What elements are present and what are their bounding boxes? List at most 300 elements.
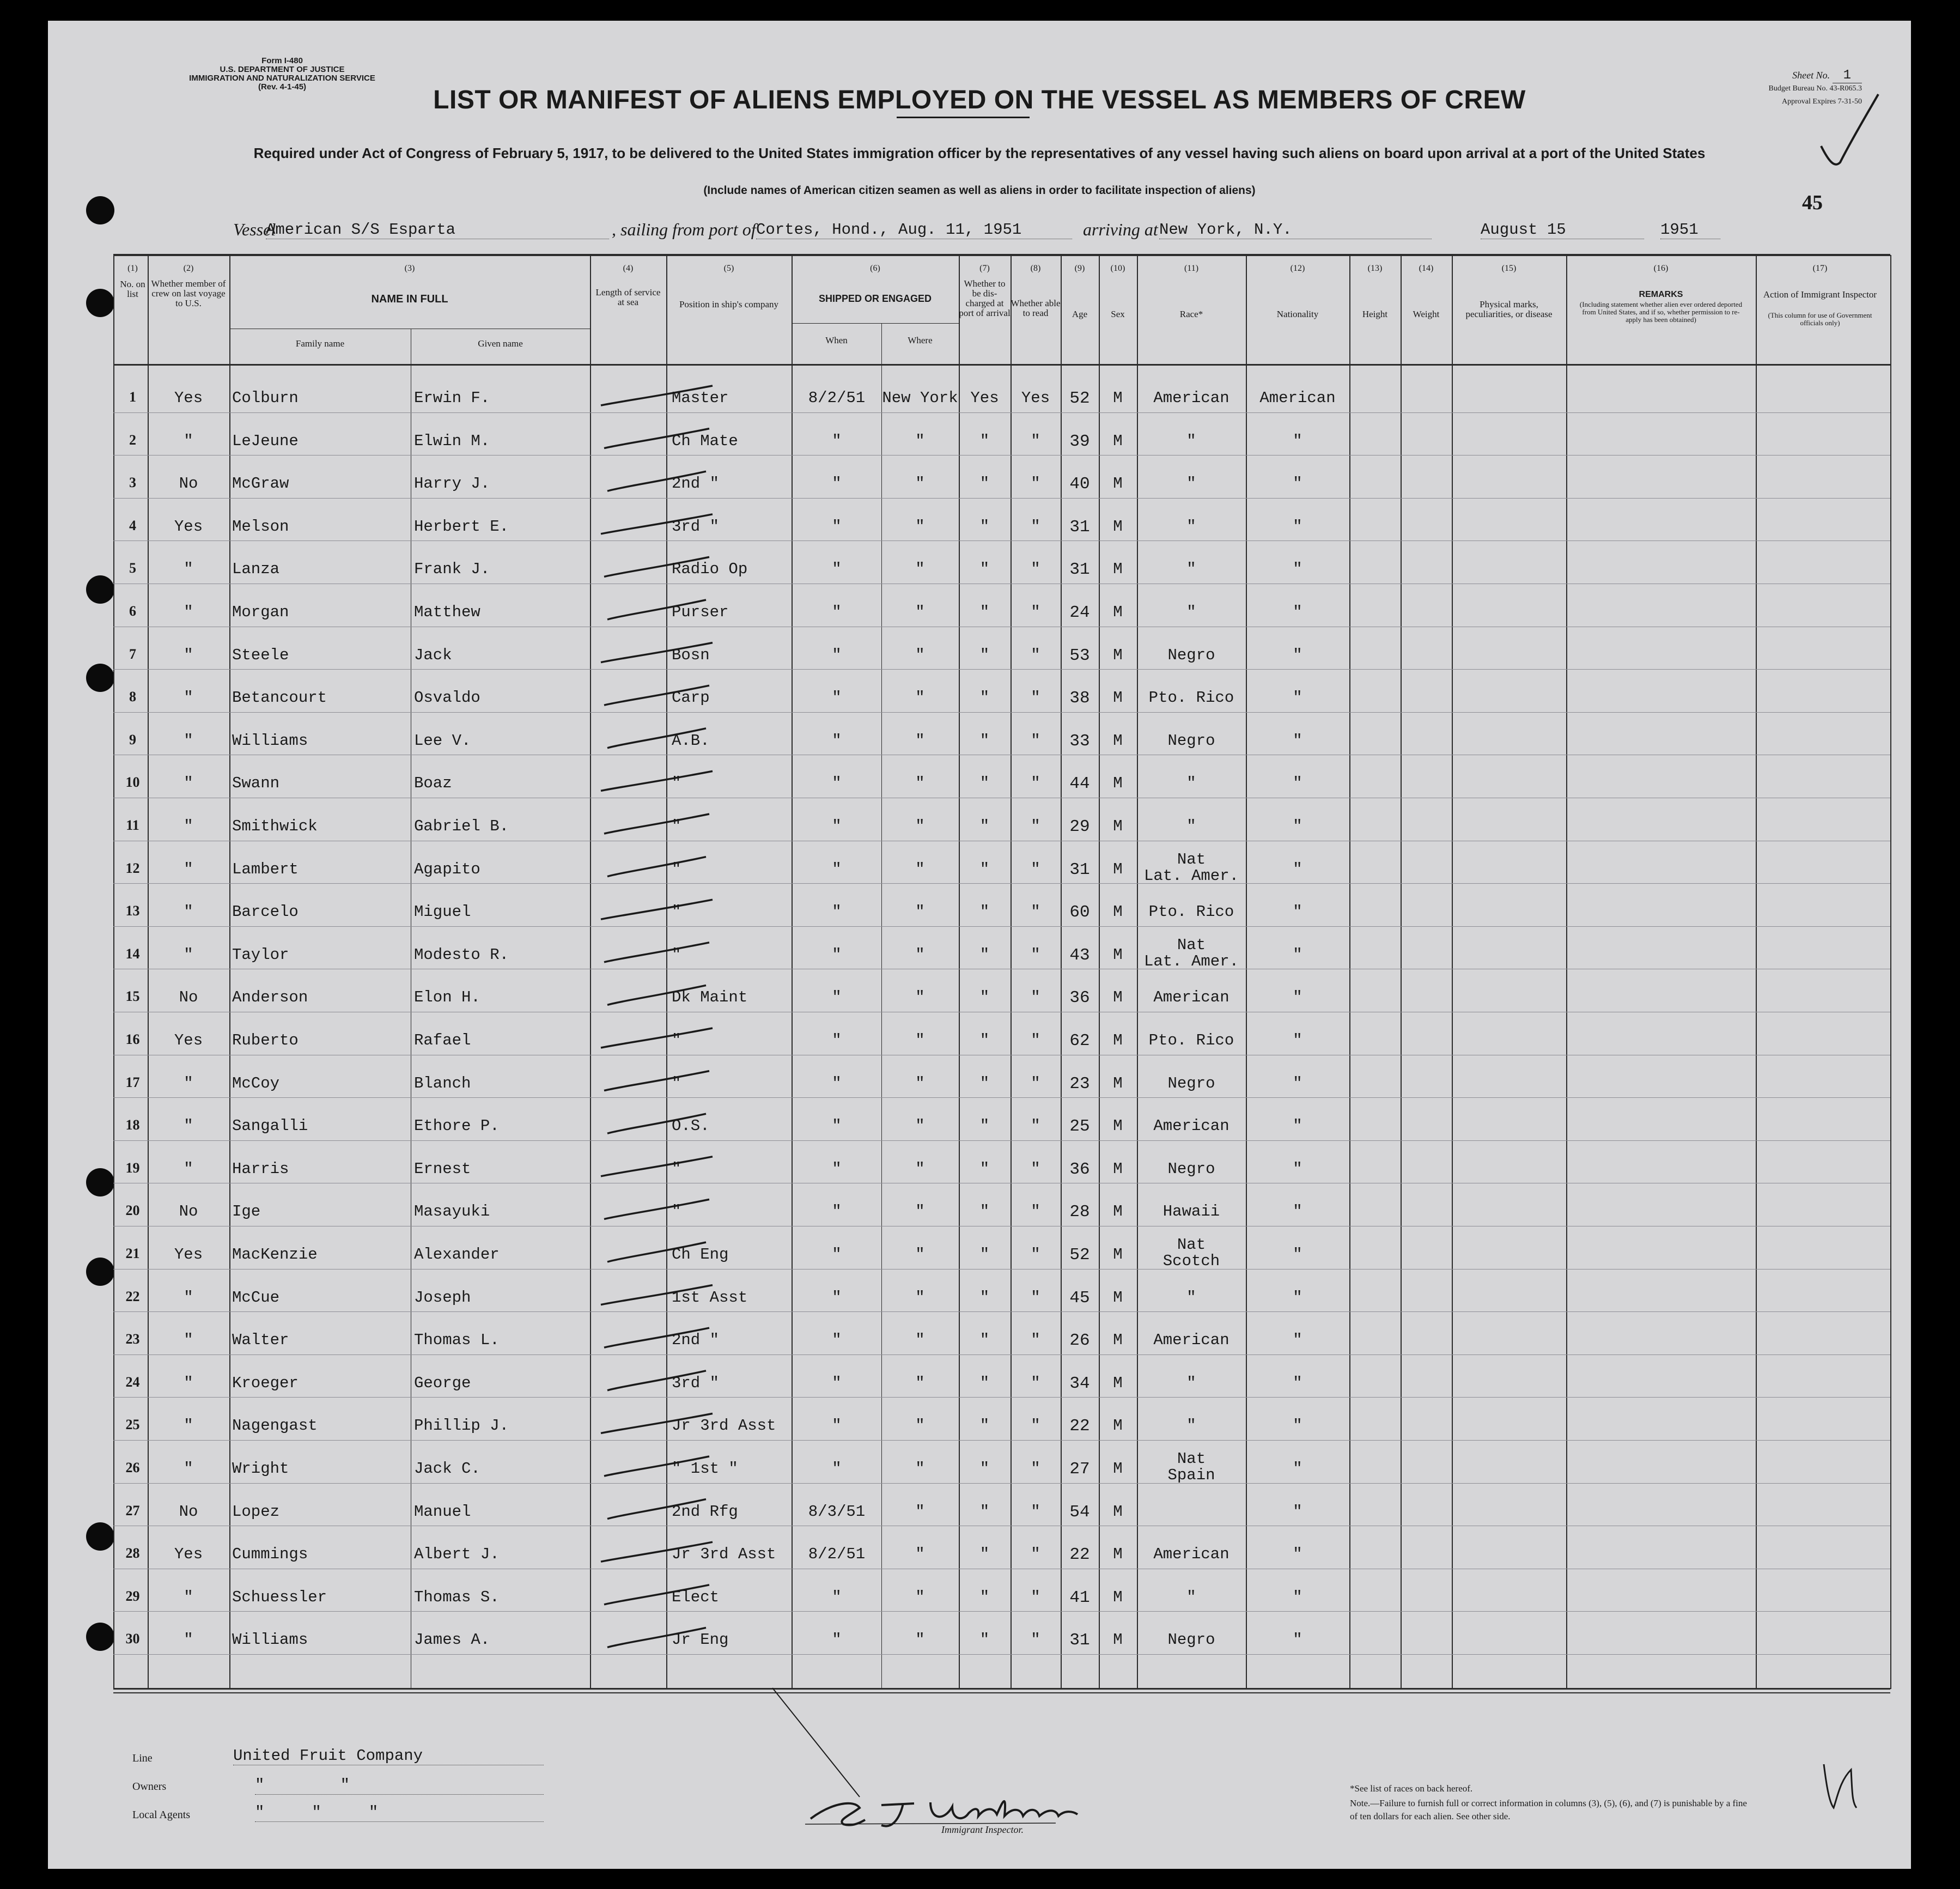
row-number: 20 (125, 1202, 140, 1218)
family-name: Williams (232, 1631, 308, 1649)
last-voyage: No (179, 988, 198, 1006)
shipped-when: " (832, 1588, 842, 1606)
last-voyage: " (184, 1631, 193, 1649)
row-line (113, 1311, 1890, 1312)
row-number: 30 (125, 1631, 140, 1647)
row-number: 7 (129, 646, 136, 662)
shipped-when: " (832, 1460, 842, 1478)
shipped-where: " (915, 1545, 925, 1563)
last-voyage: Yes (174, 1031, 203, 1049)
sex: M (1113, 817, 1123, 835)
position: Bosn (672, 646, 710, 664)
row-number: 23 (125, 1331, 140, 1347)
sex: M (1113, 389, 1123, 407)
nationality: " (1293, 1331, 1302, 1349)
sex: M (1113, 1160, 1123, 1178)
pen-mark (607, 1114, 706, 1133)
pen-mark (604, 685, 709, 705)
vessel-label: Vessel (233, 220, 276, 239)
shipped-subheader-line (792, 323, 959, 324)
position: " (672, 1031, 681, 1049)
shipped-where: " (915, 817, 925, 835)
given-name: Jack (414, 646, 452, 664)
pen-mark (604, 1199, 709, 1219)
include-note: (Include names of American citizen seamen as well as aliens in order to facilitate inspection of aliens) (703, 184, 1256, 197)
shipped-where: " (915, 1289, 925, 1307)
given-name: Frank J. (414, 560, 490, 578)
shipped-when: " (832, 518, 842, 536)
position: 2nd " (672, 475, 720, 493)
vessel-line (48, 220, 1911, 247)
title-underline (897, 117, 1030, 118)
family-name-header: Family name (295, 338, 345, 349)
able-to-read: " (1031, 946, 1040, 964)
discharged: " (979, 560, 990, 578)
nationality: " (1293, 560, 1302, 578)
age: 31 (1069, 1631, 1090, 1650)
row-number: 13 (125, 903, 140, 919)
row-number: 1 (129, 389, 136, 405)
sex: M (1113, 732, 1123, 750)
family-name: Williams (232, 732, 308, 750)
column-line (1452, 255, 1453, 1689)
shipped-where: " (915, 560, 925, 578)
column-line (229, 255, 230, 1689)
column-line (1349, 255, 1350, 1689)
family-name: McCue (232, 1289, 280, 1307)
position: " (672, 946, 681, 964)
row-number: 8 (129, 689, 136, 704)
family-name: Harris (232, 1160, 289, 1178)
shipped-when: 8/2/51 (808, 1545, 866, 1563)
where-header: Where (908, 335, 933, 345)
col1-number: (1) (127, 264, 138, 273)
race: American (1153, 1117, 1229, 1135)
pen-mark (604, 1585, 709, 1605)
pen-mark (607, 1371, 706, 1390)
sex: M (1113, 1503, 1123, 1521)
line-label: Line (132, 1752, 153, 1764)
service-pen-marks (590, 369, 732, 1704)
race: American (1153, 389, 1229, 407)
owners-label: Owners (132, 1781, 167, 1793)
discharged: " (979, 903, 990, 921)
nationality: " (1293, 1503, 1302, 1521)
col16-sub: (Including statement whether alien ever ordered deported from United States, and if so, whether permission to re-apply has been obtained) (1579, 300, 1743, 324)
row-line (113, 1483, 1890, 1484)
position: Jr Eng (672, 1631, 729, 1649)
col7-label: Whether to be dis-charged at port of arrival (959, 278, 1011, 318)
discharged: " (979, 732, 990, 750)
shipped-when: 8/3/51 (808, 1503, 866, 1521)
shipped-when: " (832, 603, 842, 621)
pen-mark (601, 900, 713, 919)
races-note: *See list of races on back hereof. (1350, 1783, 1473, 1794)
given-name: Phillip J. (414, 1417, 509, 1435)
discharged: " (979, 1331, 990, 1349)
shipped-where: " (915, 1202, 925, 1220)
nationality: " (1293, 1631, 1302, 1649)
sex: M (1113, 946, 1123, 964)
pen-mark (607, 471, 706, 491)
col4-number: (4) (623, 264, 634, 273)
given-name: Miguel (414, 903, 471, 921)
column-line (1756, 255, 1757, 1689)
given-name: Matthew (414, 603, 480, 621)
age: 22 (1069, 1417, 1090, 1436)
row-number: 16 (125, 1031, 140, 1047)
sheet-number: 1 (1833, 68, 1862, 83)
age: 36 (1069, 1160, 1090, 1179)
able-to-read: " (1031, 475, 1040, 493)
pen-mark (601, 1413, 713, 1433)
given-name: Jack C. (414, 1460, 480, 1478)
position: 3rd " (672, 518, 720, 536)
age: 44 (1069, 774, 1090, 793)
shipped-where: " (915, 860, 925, 878)
inspector-caption: Immigrant Inspector. (941, 1824, 1024, 1835)
last-voyage: " (184, 1160, 193, 1178)
last-voyage: " (184, 1074, 193, 1092)
nationality: " (1293, 1289, 1302, 1307)
shipped-where: " (915, 1074, 925, 1092)
given-name: Elon H. (414, 988, 480, 1006)
form-department: U.S. DEPARTMENT OF JUSTICE (220, 65, 345, 74)
col7-number: (7) (979, 264, 990, 273)
col4-label: Length of service at sea (595, 287, 661, 307)
row-number: 26 (125, 1460, 140, 1475)
able-to-read: " (1031, 432, 1040, 450)
row-line (113, 1397, 1890, 1398)
race: Negro (1167, 1631, 1215, 1649)
shipped-where: " (915, 988, 925, 1006)
position: O.S. (672, 1117, 710, 1135)
form-number: Form I-480 (261, 56, 303, 65)
shipped-where: " (915, 1460, 925, 1478)
race-detail: Lat. Amer. (1143, 867, 1239, 885)
shipped-when: " (832, 1246, 842, 1264)
last-voyage: " (184, 774, 193, 792)
shipped-where: " (915, 1160, 925, 1178)
discharged: " (979, 603, 990, 621)
shipped-when: " (832, 1160, 842, 1178)
last-voyage: No (179, 475, 198, 493)
nationality: American (1259, 389, 1336, 407)
row-number: 29 (125, 1588, 140, 1604)
age: 38 (1069, 689, 1090, 708)
family-name: MacKenzie (232, 1246, 318, 1264)
nationality: " (1293, 689, 1302, 707)
age: 40 (1069, 475, 1090, 494)
family-name: McGraw (232, 475, 289, 493)
date-value: August 15 (1481, 221, 1644, 239)
position: " (672, 817, 681, 835)
given-name: Herbert E. (414, 518, 509, 536)
shipped-when: " (832, 1417, 842, 1435)
sex: M (1113, 1289, 1123, 1307)
pen-mark (601, 386, 713, 405)
given-name: Rafael (414, 1031, 471, 1049)
row-number: 17 (125, 1074, 140, 1090)
discharged: " (979, 817, 990, 835)
shipped-where: New York (882, 389, 958, 407)
race: Negro (1167, 1160, 1215, 1178)
row-number: 24 (125, 1374, 140, 1390)
age: 52 (1069, 1246, 1090, 1265)
age: 34 (1069, 1374, 1090, 1393)
row-number: 19 (125, 1160, 140, 1176)
position: 1st Asst (672, 1289, 748, 1307)
able-to-read: " (1031, 774, 1040, 792)
shipped-when: " (832, 860, 842, 878)
row-line (113, 1140, 1890, 1141)
nationality: " (1293, 1074, 1302, 1092)
family-name: Steele (232, 646, 289, 664)
given-name: Harry J. (414, 475, 490, 493)
discharged: " (979, 646, 990, 664)
able-to-read: " (1031, 1374, 1040, 1392)
col16-label: REMARKS (1639, 290, 1683, 299)
shipped-where: " (915, 689, 925, 707)
column-line (1890, 255, 1891, 1689)
inspector-signature (751, 1677, 1165, 1835)
col2-number: (2) (183, 264, 194, 273)
discharged: " (979, 1246, 990, 1264)
position: " (672, 860, 681, 878)
family-name: Anderson (232, 988, 308, 1006)
able-to-read: " (1031, 689, 1040, 707)
given-name: James A. (414, 1631, 490, 1649)
sex: M (1113, 1031, 1123, 1049)
race-detail: Scotch (1162, 1252, 1220, 1270)
given-name: Joseph (414, 1289, 471, 1307)
given-name: Modesto R. (414, 946, 509, 964)
punch-hole (86, 1623, 114, 1651)
pen-mark (601, 771, 713, 791)
nationality: " (1293, 1160, 1302, 1178)
given-name: Lee V. (414, 732, 471, 750)
pen-mark (601, 1285, 713, 1305)
last-voyage: " (184, 646, 193, 664)
nationality: " (1293, 518, 1302, 536)
pen-mark (607, 1242, 706, 1262)
shipped-when: 8/2/51 (808, 389, 866, 407)
row-number: 4 (129, 518, 136, 533)
sex: M (1113, 1202, 1123, 1220)
col6-label: SHIPPED OR ENGAGED (818, 293, 932, 304)
nationality: " (1293, 817, 1302, 835)
row-number: 11 (126, 817, 139, 833)
given-name: Osvaldo (414, 689, 480, 707)
col17-number: (17) (1812, 264, 1828, 273)
family-name: Wright (232, 1460, 289, 1478)
last-voyage: " (184, 860, 193, 878)
family-name: Ige (232, 1202, 261, 1220)
position: " (672, 774, 681, 792)
given-name: Agapito (414, 860, 480, 878)
position: Jr 3rd Asst (672, 1545, 776, 1563)
age: 53 (1069, 646, 1090, 665)
col16-number: (16) (1653, 264, 1669, 273)
age: 52 (1069, 389, 1090, 408)
pen-mark (607, 1627, 706, 1647)
sex: M (1113, 475, 1123, 493)
nationality: " (1293, 1202, 1302, 1220)
shipped-where: " (915, 518, 925, 536)
sex: M (1113, 1246, 1123, 1264)
pen-mark (601, 1157, 713, 1176)
race: Pto. Rico (1148, 689, 1234, 707)
col2-label: Whether member of crew on last voyage to U.S. (151, 278, 226, 308)
position: " (672, 1160, 681, 1178)
last-voyage: " (184, 817, 193, 835)
nationality: " (1293, 603, 1302, 621)
row-number: 21 (125, 1246, 140, 1261)
punch-hole (86, 664, 114, 692)
pen-mark (604, 943, 709, 962)
shipped-where: " (915, 774, 925, 792)
row-number: 12 (125, 860, 140, 876)
penalty-note: Note.—Failure to furnish full or correct information in columns (3), (5), (6), and (7) is punishable by a fine of ten dollars for each alien. See other side. (1350, 1798, 1747, 1821)
position: " (672, 1074, 681, 1092)
race: Pto. Rico (1148, 1031, 1234, 1049)
able-to-read: " (1031, 1331, 1040, 1349)
discharged: " (979, 774, 990, 792)
row-line (113, 669, 1890, 670)
col10-number: (10) (1110, 264, 1125, 273)
sex: M (1113, 1460, 1123, 1478)
age: 36 (1069, 988, 1090, 1007)
sex: M (1113, 988, 1123, 1006)
row-line (113, 1097, 1890, 1098)
age: 27 (1069, 1460, 1090, 1479)
given-name: George (414, 1374, 471, 1392)
family-name: Melson (232, 518, 289, 536)
last-voyage: " (184, 1374, 193, 1392)
nationality: " (1293, 988, 1302, 1006)
last-voyage: Yes (174, 518, 203, 536)
race: " (1186, 1289, 1196, 1307)
last-voyage: No (179, 1202, 198, 1220)
sex: M (1113, 1074, 1123, 1092)
age: 25 (1069, 1117, 1090, 1136)
shipped-when: " (832, 988, 842, 1006)
col12-number: (12) (1290, 264, 1305, 273)
family-name: Lambert (232, 860, 299, 878)
sex: M (1113, 646, 1123, 664)
able-to-read: " (1031, 1289, 1040, 1307)
family-name: McCoy (232, 1074, 280, 1092)
col17-sub: (This column for use of Government officials only) (1768, 311, 1872, 327)
shipped-when: " (832, 1117, 842, 1135)
pen-mark (604, 429, 709, 448)
position: 2nd Rfg (672, 1503, 738, 1521)
row-number: 25 (125, 1417, 140, 1432)
race: Negro (1167, 1074, 1215, 1092)
row-number: 15 (125, 988, 140, 1004)
shipped-where: " (915, 603, 925, 621)
shipped-where: " (915, 732, 925, 750)
age: 33 (1069, 732, 1090, 751)
row-line (113, 412, 1890, 413)
discharged: " (979, 1374, 990, 1392)
nationality: " (1293, 432, 1302, 450)
shipped-when: " (832, 432, 842, 450)
able-to-read: " (1031, 1117, 1040, 1135)
row-number: 5 (129, 560, 136, 576)
given-name: Thomas L. (414, 1331, 500, 1349)
position: " (672, 1202, 681, 1220)
race-detail: Spain (1167, 1466, 1215, 1484)
shipped-where: " (915, 1246, 925, 1264)
race: Nat (1177, 936, 1206, 954)
pen-mark (607, 1499, 706, 1519)
able-to-read: " (1031, 1588, 1040, 1606)
family-name: Walter (232, 1331, 289, 1349)
age: 29 (1069, 817, 1090, 836)
pen-mark (604, 557, 709, 576)
race: " (1186, 1588, 1196, 1606)
race-detail: Lat. Amer. (1143, 952, 1239, 970)
row-number: 10 (125, 774, 140, 790)
last-voyage: " (184, 603, 193, 621)
race: American (1153, 1545, 1229, 1563)
shipped-when: " (832, 1202, 842, 1220)
discharged: " (979, 1545, 990, 1563)
shipped-when: " (832, 646, 842, 664)
shipped-when: " (832, 732, 842, 750)
col15-number: (15) (1501, 264, 1517, 273)
col13-label: Height (1362, 309, 1388, 319)
owners-value: " " (255, 1776, 544, 1795)
nationality: " (1293, 1031, 1302, 1049)
discharged: " (979, 1289, 990, 1307)
race: " (1186, 518, 1196, 536)
col15-label: Physical marks, peculiarities, or disease (1465, 299, 1553, 319)
sex: M (1113, 518, 1123, 536)
pen-mark (604, 1328, 709, 1347)
family-name: Swann (232, 774, 280, 792)
position: Ch Eng (672, 1246, 729, 1264)
shipped-where: " (915, 1374, 925, 1392)
able-to-read: " (1031, 988, 1040, 1006)
family-name: Nagengast (232, 1417, 318, 1435)
race: Negro (1167, 732, 1215, 750)
discharged: " (979, 432, 990, 450)
row-line (113, 926, 1890, 927)
sex: M (1113, 1117, 1123, 1135)
column-line (148, 255, 149, 1689)
discharged: " (979, 689, 990, 707)
age: 62 (1069, 1031, 1090, 1050)
shipped-when: " (832, 903, 842, 921)
last-voyage: " (184, 1417, 193, 1435)
pen-mark (601, 1028, 713, 1048)
vessel-value: American S/S Esparta (266, 221, 609, 239)
position: 2nd " (672, 1331, 720, 1349)
discharged: " (979, 988, 990, 1006)
age: 28 (1069, 1202, 1090, 1222)
last-voyage: " (184, 946, 193, 964)
family-name: Lanza (232, 560, 280, 578)
given-name: Masayuki (414, 1202, 490, 1220)
column-line (113, 255, 114, 1689)
given-name-header: Given name (478, 338, 523, 349)
discharged: " (979, 475, 990, 493)
shipped-where: " (915, 946, 925, 964)
punch-hole (86, 1168, 114, 1196)
col3-number: (3) (404, 264, 415, 273)
